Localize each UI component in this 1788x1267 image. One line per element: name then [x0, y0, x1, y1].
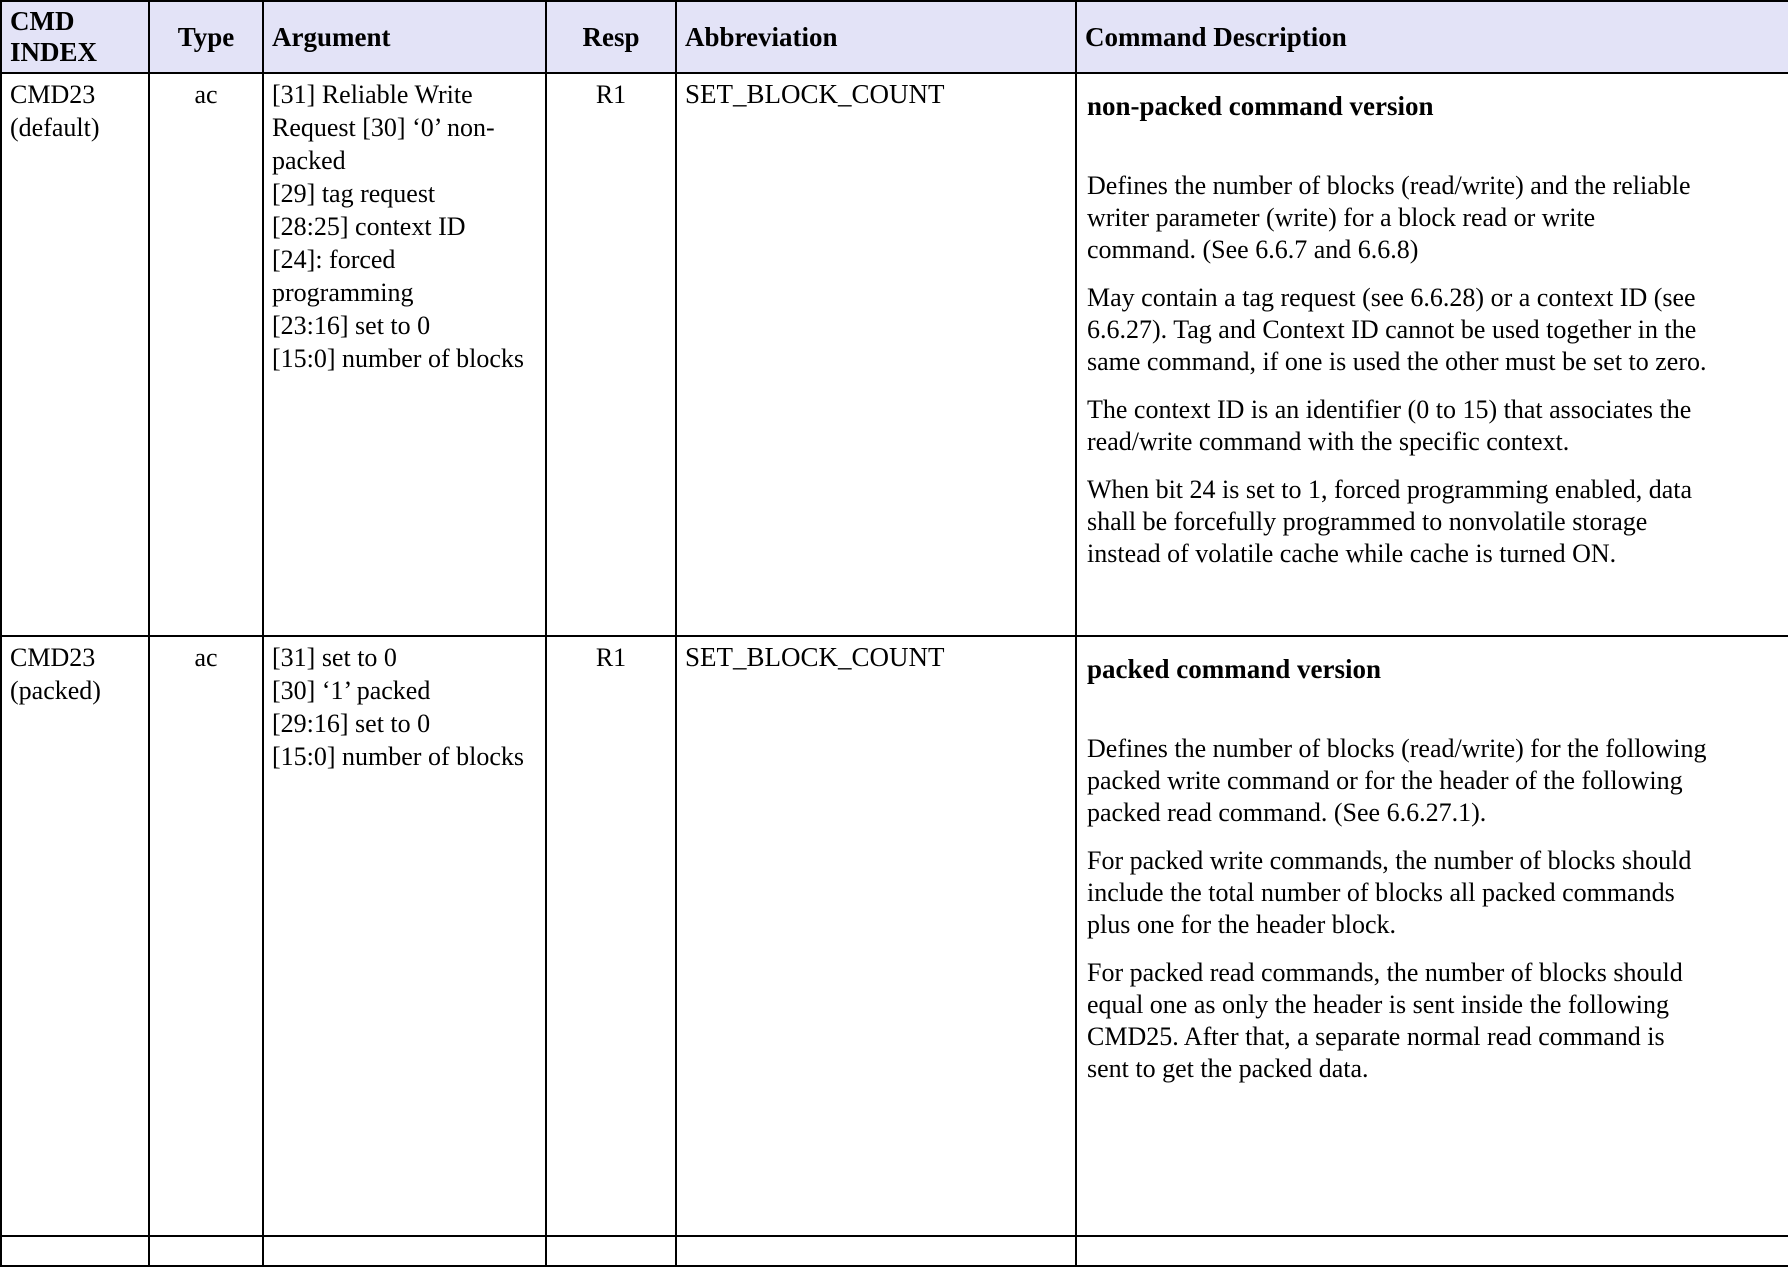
cell-cmd-index	[1, 636, 149, 1236]
cell-argument	[263, 636, 546, 1236]
cell-type: ac	[149, 73, 263, 636]
description-paragraph: Defines the number of blocks (read/write) and the reliable writer parameter (write) for a block read or write command. (See 6.6.7 and 6.6.8)	[1087, 171, 1691, 264]
cell-abbreviation: SET_BLOCK_COUNT	[676, 73, 1076, 636]
cell-description	[1076, 1236, 1788, 1266]
cmd-index-line: CMD23	[10, 80, 96, 109]
cell-type: ac	[149, 636, 263, 1236]
col-header-abbreviation: Abbreviation	[676, 1, 1076, 73]
cell-resp	[546, 1236, 676, 1266]
cell-type	[149, 1236, 263, 1266]
cell-resp: R1	[546, 73, 676, 636]
argument-line: [31] Reliable Write Request [30] ‘0’ non- packed	[272, 80, 495, 175]
col-header-resp: Resp	[546, 1, 676, 73]
cmd-index-line: (default)	[10, 113, 100, 142]
row-cmd23-default	[1, 73, 1788, 636]
col-header-command-description: Command Description	[1076, 1, 1788, 73]
description-paragraph: The context ID is an identifier (0 to 15) that associates the read/write command with the specific context.	[1087, 395, 1692, 456]
cell-abbreviation	[676, 1236, 1076, 1266]
cell-description	[1076, 73, 1788, 636]
description-paragraph: Defines the number of blocks (read/write) for the following packed write command or for the header of the following packed read command. (See 6.6.27.1).	[1087, 734, 1707, 827]
argument-line: [24]: forced programming	[272, 245, 414, 307]
argument-line: [31] set to 0	[272, 643, 397, 672]
cell-abbreviation: SET_BLOCK_COUNT	[676, 636, 1076, 1236]
cell-cmd-index	[1, 73, 149, 636]
row-partial-clipped	[1, 1236, 1788, 1266]
cell-description	[1076, 636, 1788, 1236]
description-paragraph: When bit 24 is set to 1, forced programming enabled, data shall be forcefully programmed to nonvolatile storage instead of volatile cache while cache is turned ON.	[1087, 475, 1693, 568]
cell-cmd-index	[1, 1236, 149, 1266]
col-header-cmd-index: CMD INDEX	[1, 1, 149, 73]
cell-argument	[263, 1236, 546, 1266]
col-header-argument: Argument	[263, 1, 546, 73]
argument-line: [15:0] number of blocks	[272, 742, 525, 771]
table-header-row	[1, 1, 1788, 73]
description-paragraph: For packed write commands, the number of blocks should include the total number of blocks all packed commands plus one for the header block.	[1087, 846, 1692, 939]
col-header-type: Type	[149, 1, 263, 73]
row-cmd23-packed	[1, 636, 1788, 1236]
argument-line: [29:16] set to 0	[272, 709, 431, 738]
cmd-index-line: (packed)	[10, 676, 101, 705]
description-title: non-packed command version	[1087, 91, 1434, 121]
description-paragraph: For packed read commands, the number of blocks should equal one as only the header is sent inside the following CMD25. After that, a separate normal read command is sent to get the packed data.	[1087, 958, 1683, 1083]
argument-line: [30] ‘1’ packed	[272, 676, 431, 705]
argument-line: [28:25] context ID	[272, 212, 466, 241]
description-paragraph: May contain a tag request (see 6.6.28) or a context ID (see 6.6.27). Tag and Context ID cannot be used together in the same command, if one is used the other must be set to zero.	[1087, 283, 1707, 376]
cell-resp: R1	[546, 636, 676, 1236]
description-title: packed command version	[1087, 654, 1382, 684]
argument-line: [29] tag request	[272, 179, 436, 208]
cmd-index-line: CMD23	[10, 643, 96, 672]
argument-line: [15:0] number of blocks	[272, 344, 525, 373]
argument-line: [23:16] set to 0	[272, 311, 431, 340]
cell-argument	[263, 73, 546, 636]
